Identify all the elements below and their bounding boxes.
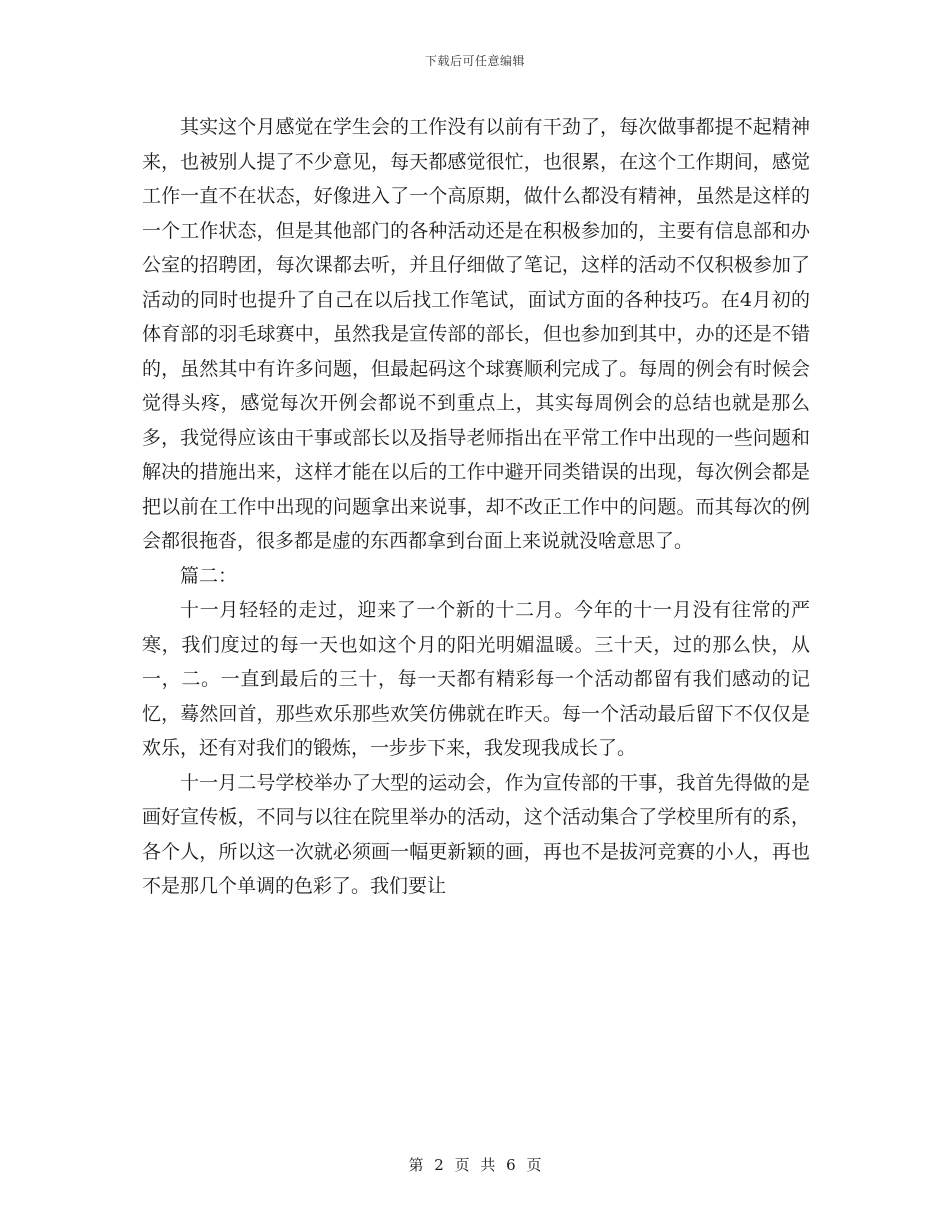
paragraph-3: 十一月二号学校举办了大型的运动会，作为宣传部的干事，我首先得做的是画好宣传板，不同与以往在院里举办的活动，这个活动集合了学校里所有的系，各个人，所以这一次就必须画一幅更新颖的画，再也不是拔河竞赛的小人，再也不是那几个单调的色彩了。我们要让: [142, 771, 810, 897]
page-header: 下载后可任意编辑: [424, 54, 525, 68]
paragraph-2: 十一月轻轻的走过，迎来了一个新的十二月。今年的十一月没有往常的严寒，我们度过的每一天也如这个月的阳光明媚温暖。三十天，过的那么快，从一，二。一直到最后的三十，每一天都有精彩每一个活动都留有我们感动的记忆，蓦然回首，那些欢乐那些欢笑仿佛就在昨天。每一个活动最后留下不仅仅是欢乐，还有对我们的锻炼，一步步下来，我发现我成长了。: [142, 599, 810, 759]
page-number: 第 2 页 共 6 页: [408, 1156, 542, 1174]
document-body: [142, 110, 810, 904]
paragraph-1: 其实这个月感觉在学生会的工作没有以前有干劲了，每次做事都提不起精神来，也被别人提了不少意见，每天都感觉很忙，也很累，在这个工作期间，感觉工作一直不在状态，好像进入了一个高原期，做什么都没有精神，虽然是这样的一个工作状态，但是其他部门的各种活动还是在积极参加的，主要有信息部和办公室的招聘团，每次课都去听，并且仔细做了笔记，这样的活动不仅积极参加了活动的同时也提升了自己在以后找工作笔试，面试方面的各种技巧。在4月初的体育部的羽毛球赛中，虽然我是宣传部的部长，但也参加到其中，办的还是不错的，虽然其中有许多问题，但最起码这个球赛顺利完成了。每周的例会有时候会觉得头疼，感觉每次开例会都说不到重点上，其实每周例会的总结也就是那么多，我觉得应该由干事或部长以及指导老师指出在平常工作中出现的一些问题和解决的措施出来，这样才能在以后的工作中避开同类错误的出现，每次例会都是把以前在工作中出现的问题拿出来说事，却不改正工作中的问题。而其每次的例会都很拖沓，很多都是虚的东西都拿到台面上来说就没啥意思了。: [142, 116, 810, 552]
section-heading: 篇二：: [180, 564, 238, 587]
